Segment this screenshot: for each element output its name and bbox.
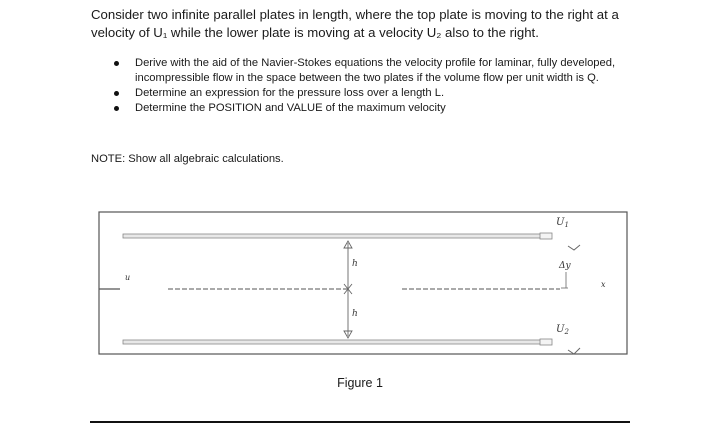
u2-arrow-icon bbox=[568, 348, 580, 354]
label-h-bottom: h bbox=[352, 309, 358, 319]
u1-arrow-icon bbox=[568, 245, 580, 250]
label-u2: $U_2$ bbox=[556, 324, 569, 336]
top-plate bbox=[123, 234, 541, 238]
parallel-plates-figure bbox=[90, 200, 630, 365]
note-text: NOTE: Show all algebraic calculations. bbox=[91, 153, 284, 165]
bottom-plate bbox=[123, 340, 541, 344]
top-plate-end bbox=[540, 233, 552, 239]
task-list bbox=[113, 56, 633, 116]
label-h-top: h bbox=[352, 259, 358, 269]
label-u: u bbox=[125, 273, 131, 282]
label-u1: $U_1$ bbox=[556, 217, 569, 229]
bottom-plate-end bbox=[540, 339, 552, 345]
label-x: x bbox=[601, 280, 606, 289]
problem-intro: Consider two infinite parallel plates in length, where the top plate is moving to the right at a velocity of U₁ while the lower plate is moving at a velocity U₂ also to the right. bbox=[91, 7, 619, 40]
task-item-pressure-loss: Determine an expression for the pressure loss over a length L. bbox=[113, 86, 633, 101]
label-dy: Δy bbox=[559, 261, 571, 271]
figure-caption: Figure 1 bbox=[337, 376, 383, 390]
task-item-max-velocity: Determine the POSITION and VALUE of the maximum velocity bbox=[113, 101, 633, 116]
task-item-derive-profile: Derive with the aid of the Navier-Stokes equations the velocity profile for laminar, fully developed, incompressible flow in the space between the two plates if the volume flow per unit width is Q. bbox=[113, 56, 633, 86]
bottom-divider bbox=[90, 421, 630, 423]
